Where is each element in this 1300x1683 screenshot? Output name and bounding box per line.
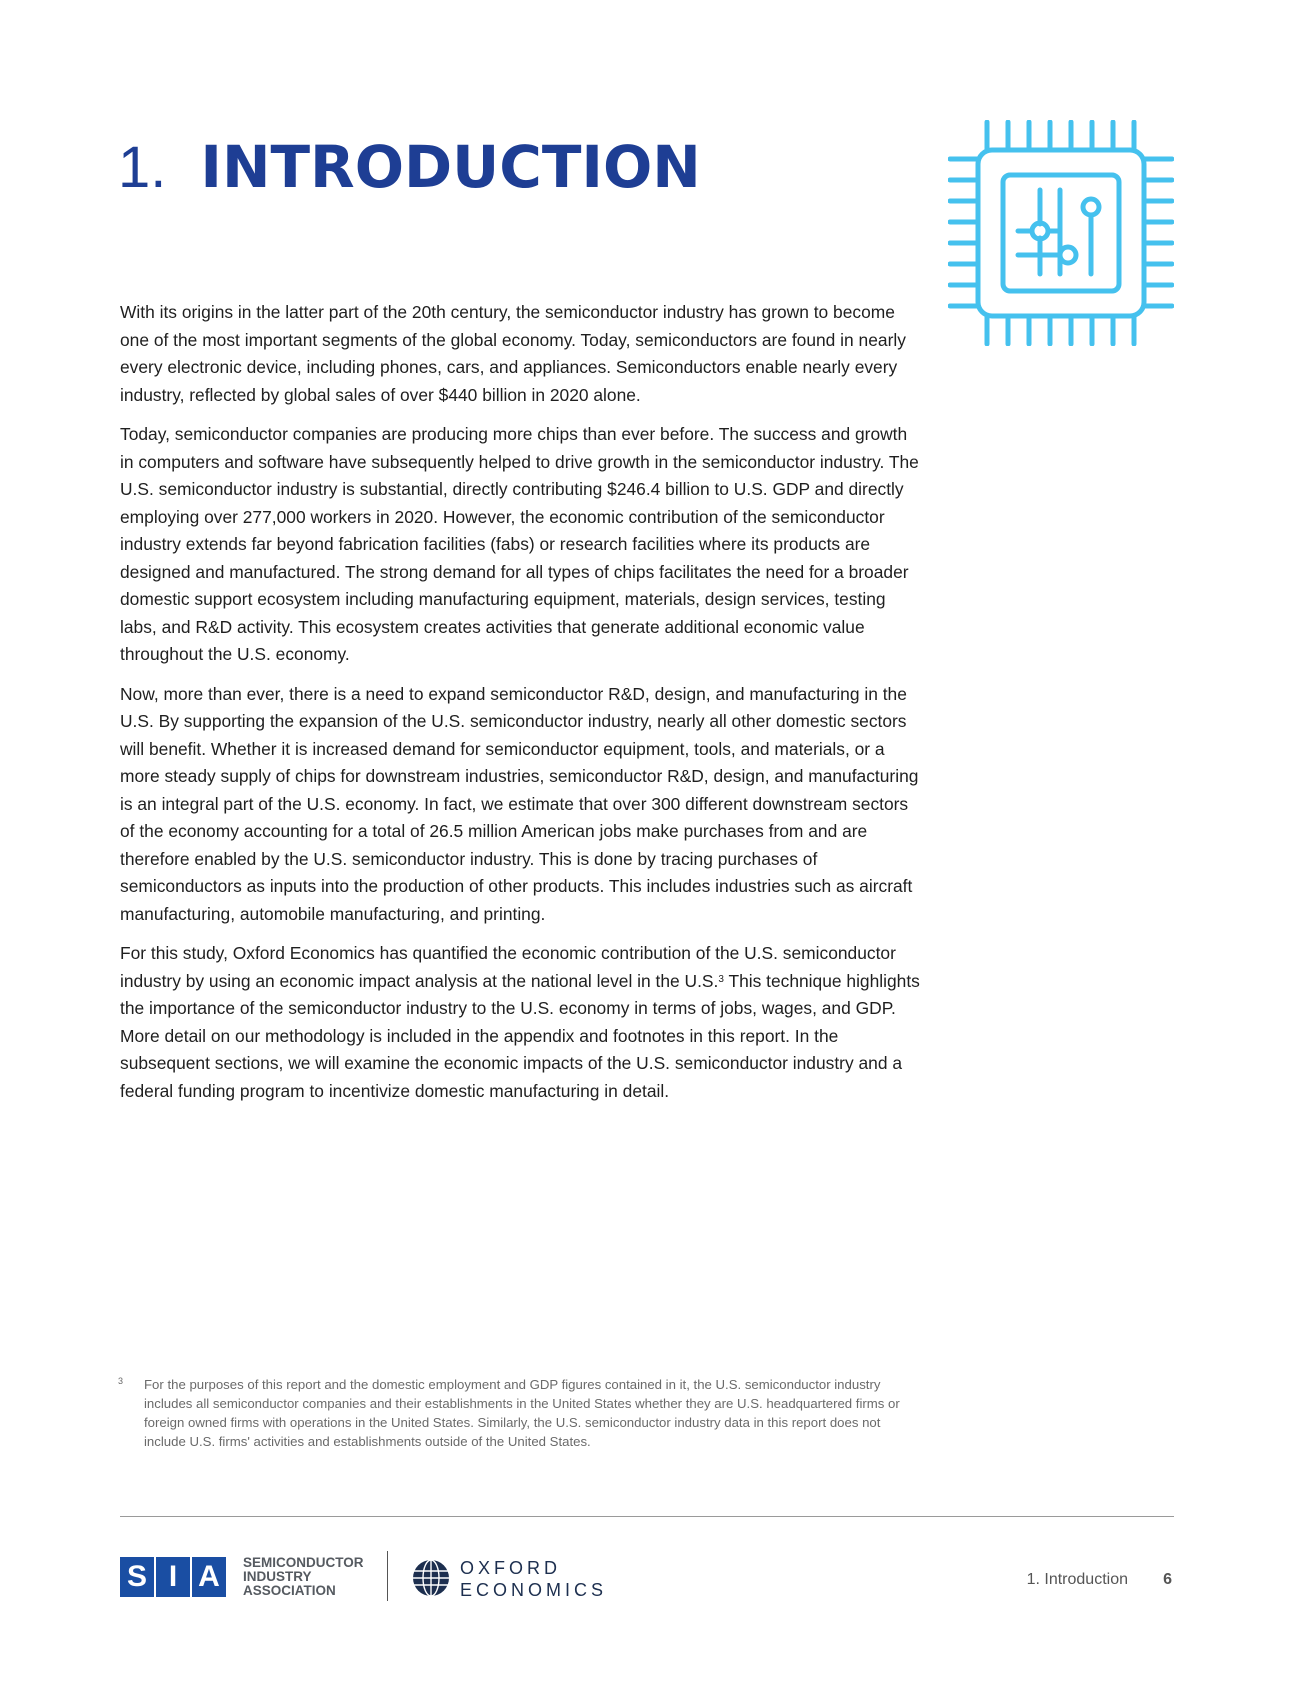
- footnote-text: For the purposes of this report and the domestic employment and GDP figures contained in it, the U.S. semiconductor industry includes all semiconductor companies and their establishments in the United States whether they are U.S. headquartered firms or foreign owned firms with operations in the United States. Similarly, the U.S. semiconductor industry data in this report does not include U.S. firms' activities and establishments outside of the United States.: [144, 1377, 900, 1449]
- sia-letter: I: [156, 1557, 190, 1597]
- sia-letter: A: [192, 1557, 226, 1597]
- chip-left-pins: [950, 159, 978, 306]
- sia-name-line: SEMICONDUCTOR: [243, 1555, 364, 1570]
- footnote: [118, 1375, 908, 1451]
- paragraph-text: For this study, Oxford Economics has quantified the economic contribution of the U.S. semiconductor industry by using an economic impact analysis at the national level in the U.S.: [120, 943, 896, 991]
- paragraph: Today, semiconductor companies are producing more chips than ever before. The success and growth in computers and software have subsequently helped to drive growth in the semiconductor industry. The U.S. semiconductor industry is substantial, directly contributing $246.4 billion to U.S. GDP and directly employing over 277,000 workers in 2020. However, the economic contribution of the semiconductor industry extends far beyond fabrication facilities (fabs) or research facilities where its products are designed and manufactured. The strong demand for all types of chips facilitates the need for a broader domestic support ecosystem including manufacturing equipment, materials, design services, testing labs, and R&D activity. This ecosystem creates activities that generate additional economic value throughout the U.S. economy.: [120, 424, 919, 664]
- chip-right-pins: [1144, 159, 1172, 306]
- footnote-mark: 3: [118, 1376, 124, 1386]
- oxford-name-line: ECONOMICS: [460, 1580, 608, 1600]
- section-number: 1.: [118, 135, 167, 200]
- oxford-economics-logo: [460, 1557, 607, 1601]
- section-title: INTRODUCTION: [200, 133, 701, 201]
- sia-name: [243, 1556, 383, 1598]
- chip-circuit: [1018, 190, 1099, 274]
- oxford-name-line: OXFORD: [460, 1558, 562, 1578]
- logo-divider: [387, 1551, 388, 1601]
- chip-bottom-pins: [987, 316, 1134, 344]
- microchip-icon: [948, 120, 1174, 346]
- footnote-reference[interactable]: 3: [718, 973, 724, 985]
- sia-letter: S: [120, 1557, 154, 1597]
- footer-divider: [120, 1516, 1174, 1517]
- sia-name-line: ASSOCIATION: [243, 1583, 336, 1598]
- page-title: [118, 133, 701, 201]
- body-text: [120, 299, 920, 1117]
- footer-section-label: 1. Introduction: [1026, 1571, 1128, 1588]
- sia-logo: [120, 1557, 228, 1601]
- paragraph: Now, more than ever, there is a need to expand semiconductor R&D, design, and manufacturing in the U.S. By supporting the expansion of the U.S. semiconductor industry, nearly all other domestic sectors will benefit. Whether it is increased demand for semiconductor equipment, tools, and materials, or a more steady supply of chips for downstream industries, semiconductor R&D, design, and manufacturing is an integral part of the U.S. economy. In fact, we estimate that over 300 different downstream sectors of the economy accounting for a total of 26.5 million American jobs make purchases from and are therefore enabled by the U.S. semiconductor industry. This is done by tracing purchases of semiconductors as inputs into the production of other products. This includes industries such as aircraft manufacturing, automobile manufacturing, and printing.: [120, 683, 919, 924]
- paragraph: With its origins in the latter part of the 20th century, the semiconductor industry has grown to become one of the most important segments of the global economy. Today, semiconductors are found in nearly every electronic device, including phones, cars, and appliances. Semiconductors enable nearly every industry, reflected by global sales of over $440 billion in 2020 alone.: [120, 302, 906, 405]
- sia-name-line: INDUSTRY: [243, 1569, 312, 1584]
- page-number: 6: [1163, 1571, 1172, 1588]
- paragraph-text: This technique highlights the importance of the semiconductor industry to the U.S. economy in terms of jobs, wages, and GDP. More detail on our methodology is included in the appendix and footnotes in this report. In the subsequent sections, we will examine the economic impacts of the U.S. semiconductor industry and a federal funding program to incentivize domestic manufacturing in detail.: [120, 970, 920, 1101]
- chip-top-pins: [987, 122, 1134, 150]
- paragraph: [120, 940, 920, 1105]
- globe-icon: [411, 1558, 451, 1598]
